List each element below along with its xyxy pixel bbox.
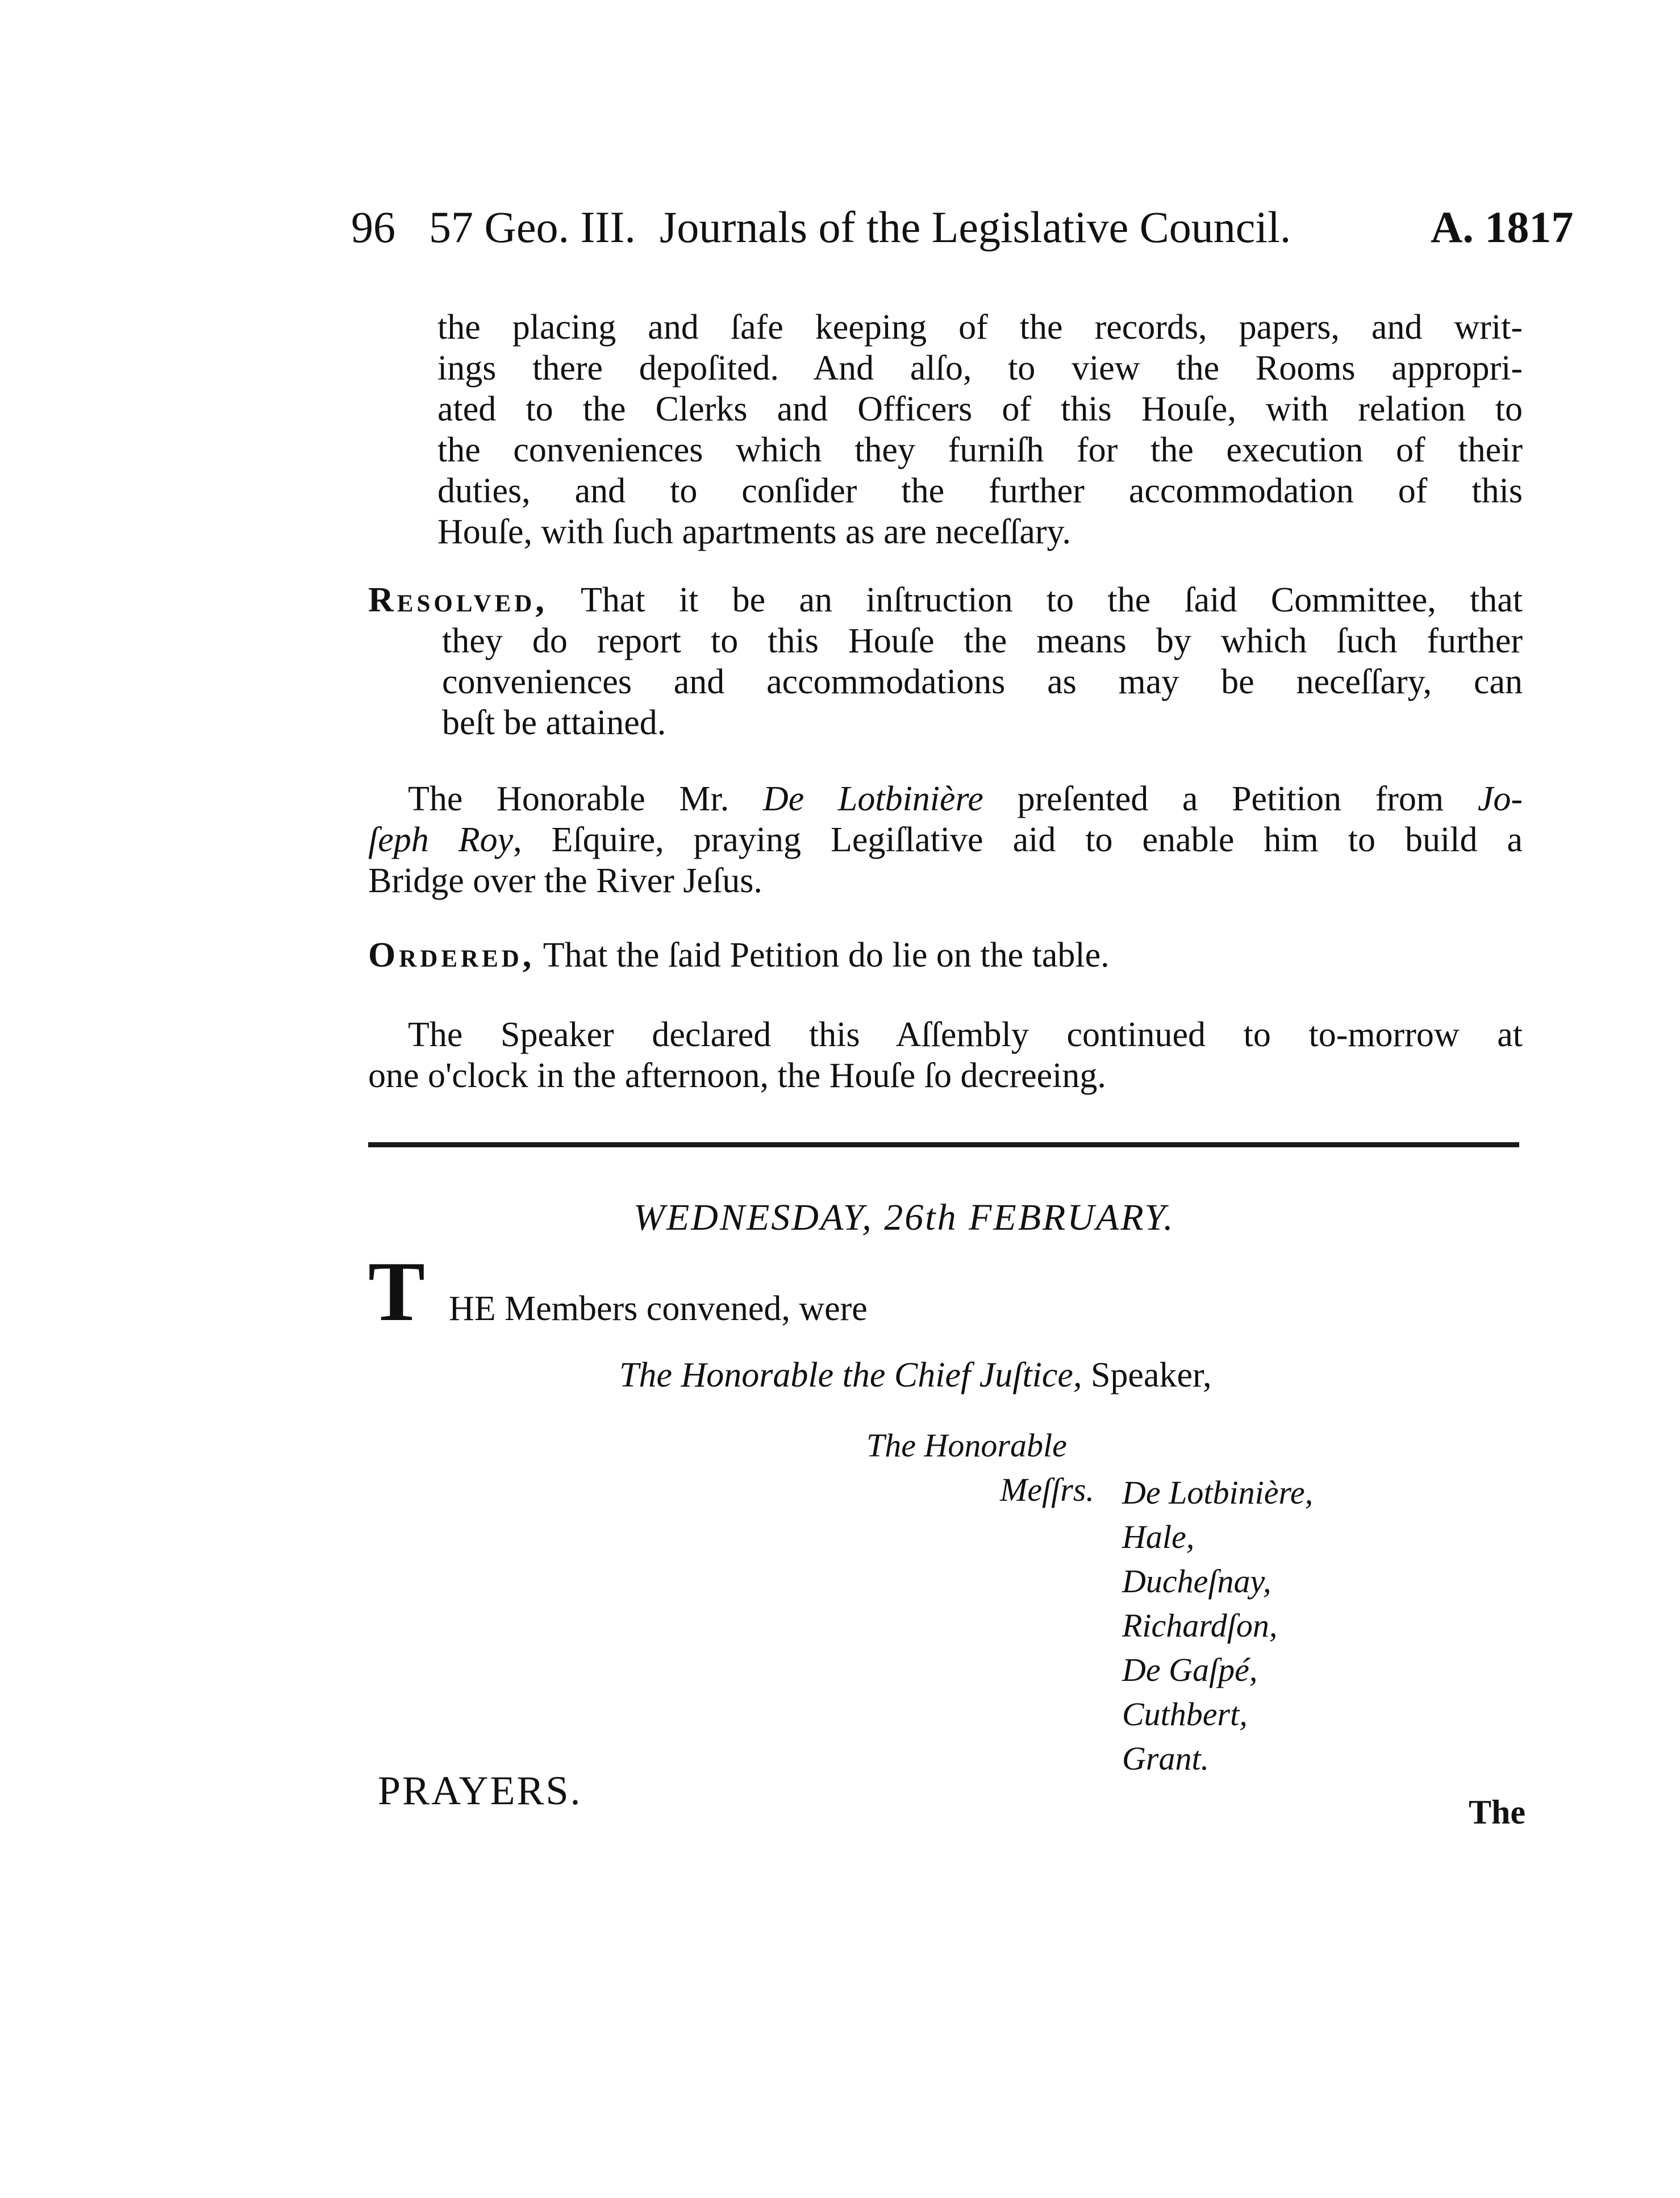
text-line: conveniences and accommodations as may be neceſſary, can [442,663,1523,701]
drop-cap: T [368,1244,426,1339]
petition-paragraph [368,779,1523,901]
speaker-line [619,1355,1212,1396]
member-name: De Lotbinière, [1122,1474,1314,1511]
member-name: De Gaſpé, [1122,1651,1258,1688]
text-line: ated to the Clerks and Officers of this Houſe, with relation to [437,390,1523,428]
text-line: ings there depoſited. And alſo, to view the Rooms appropri- [437,349,1523,388]
text-line: the conveniences which they furniſh for the execution of their [437,431,1523,469]
regnal-year: 57 Geo. III. [429,202,636,252]
honorable-label: The Honorable [866,1427,1067,1464]
petitioner-name-end: ſeph Roy [368,821,514,859]
running-header [351,196,1574,259]
text-line: duties, and to conſider the further accommodation of this [437,472,1523,510]
member-name: De Lotbinière [762,780,983,818]
journal-title: Journals of the Legislative Council. [660,202,1291,252]
ordered-paragraph [368,935,1523,976]
petition-line-2 [368,819,1523,860]
petition-text: The Honorable Mr. [408,780,763,818]
member-name: Ducheſnay, [1122,1563,1272,1600]
ordered-line [368,935,1523,976]
ordered-label: Ordered, [368,936,535,975]
member-list [1122,1471,1313,1781]
text-line: Houſe, with ſuch apartments as are neceſſary. [437,513,1071,551]
member-name: Cuthbert, [1122,1696,1248,1733]
petition-text: preſented a Petition from [983,780,1478,818]
adjournment-paragraph [368,1014,1523,1096]
members-convened-text: HE Members convened, were [449,1289,868,1328]
resolved-first-line [368,580,1523,621]
petitioner-name-start: Jo- [1477,780,1523,818]
petition-text: , Eſquire, praying Legiſlative aid to enable him to build a [513,821,1523,859]
resolved-paragraph [368,580,1523,743]
committee-paragraph [437,307,1523,552]
member-name: Grant. [1122,1740,1210,1777]
member-name: Richardſon, [1122,1607,1278,1644]
prayers-heading: PRAYERS. [378,1768,582,1813]
speaker-role: Speaker, [1090,1356,1212,1394]
resolved-label: Resolved, [368,581,548,619]
section-divider [368,1142,1519,1147]
speaker-title: The Honorable the Chief Juſtice, [619,1356,1082,1394]
page-number: 96 [351,202,395,252]
resolved-text: That it be an inſtruction to the ſaid Committee, that [581,581,1523,619]
header-year: A. 1817 [1431,202,1574,252]
ordered-text: That the ſaid Petition do lie on the table. [543,936,1110,975]
text-line: The Speaker declared this Aſſembly continued to to-morrow at [408,1015,1523,1054]
petition-line-3: Bridge over the River Jeſus. [368,861,762,900]
date-heading: WEDNESDAY, 26th FEBRUARY. [633,1197,1175,1238]
text-line: the placing and ſafe keeping of the records, papers, and writ- [437,308,1523,347]
text-line: they do report to this Houſe the means by which ſuch further [442,622,1523,660]
messrs-label: Meſſrs. [1000,1471,1094,1508]
catchword: The [1469,1793,1526,1831]
member-name: Hale, [1122,1518,1195,1555]
text-line: beſt be attained. [442,703,666,742]
text-line: one o'clock in the afternoon, the Houſe ſo decreeing. [368,1056,1106,1095]
petition-line-1 [368,779,1523,819]
